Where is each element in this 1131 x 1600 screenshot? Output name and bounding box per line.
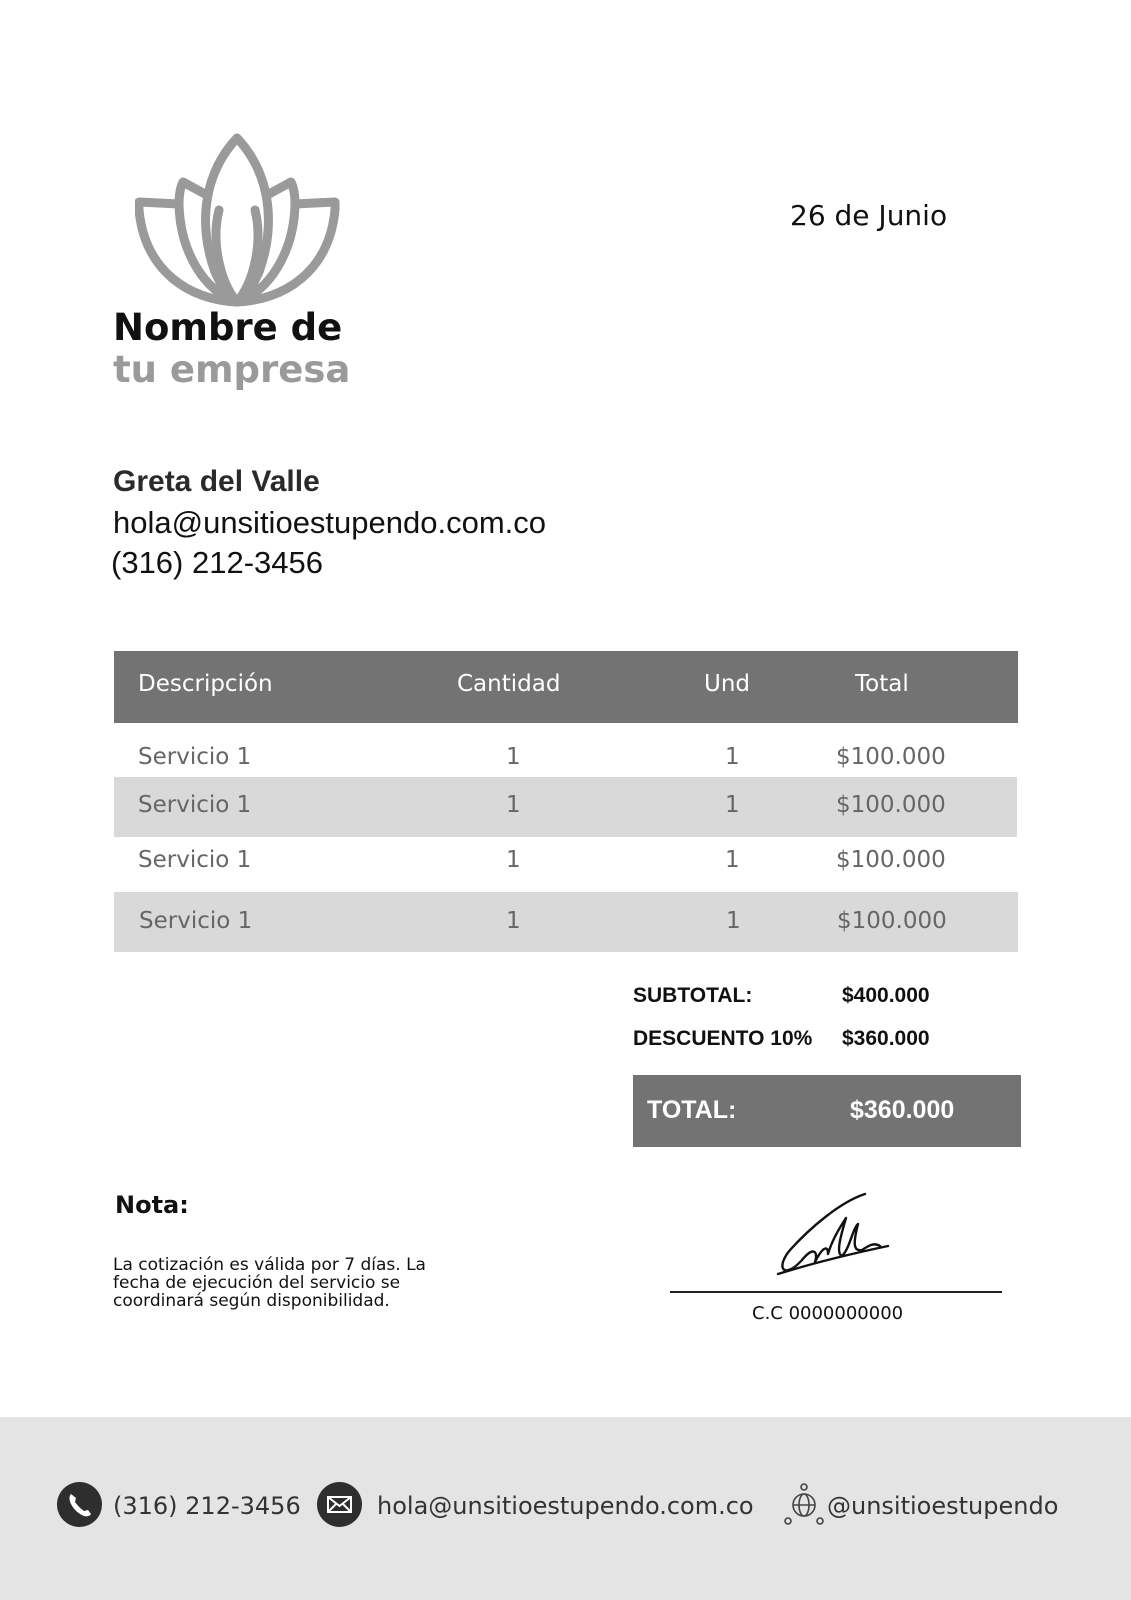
row-description: Servicio 1	[138, 792, 252, 818]
column-header-total: Total	[855, 671, 909, 697]
signature-id: C.C 0000000000	[752, 1303, 904, 1324]
client-email: hola@unsitioestupendo.com.co	[113, 505, 547, 540]
row-quantity: 1	[506, 744, 521, 770]
table-row	[114, 892, 1018, 952]
company-name-line1: Nombre de	[113, 306, 343, 349]
row-unit: 1	[725, 744, 740, 770]
client-name: Greta del Valle	[113, 465, 320, 498]
total-value: $360.000	[850, 1096, 955, 1124]
row-unit: 1	[726, 908, 741, 934]
column-header-description: Descripción	[138, 671, 273, 697]
lotus-logo-icon	[135, 132, 340, 307]
footer-phone: (316) 212-3456	[113, 1492, 301, 1520]
subtotal-value: $400.000	[842, 984, 930, 1007]
footer	[0, 1417, 1131, 1600]
quote-date: 26 de Junio	[790, 199, 948, 232]
table-row	[114, 777, 1017, 837]
row-total: $100.000	[836, 847, 946, 873]
note-title: Nota:	[115, 1191, 189, 1219]
row-total: $100.000	[836, 792, 946, 818]
discount-label: DESCUENTO 10%	[633, 1027, 813, 1050]
footer-social: @unsitioestupendo	[827, 1492, 1059, 1520]
company-name-line2: tu empresa	[113, 348, 351, 391]
row-total: $100.000	[836, 744, 946, 770]
row-unit: 1	[725, 847, 740, 873]
client-phone: (316) 212-3456	[111, 545, 323, 580]
total-label: TOTAL:	[647, 1096, 737, 1124]
row-unit: 1	[725, 792, 740, 818]
total-box	[633, 1075, 1021, 1147]
table-row	[114, 837, 1017, 893]
row-description: Servicio 1	[139, 908, 253, 934]
table-row	[114, 723, 1017, 777]
phone-icon	[57, 1482, 102, 1527]
row-description: Servicio 1	[138, 847, 252, 873]
note-text: La cotización es válida por 7 días. La fecha de ejecución del servicio se coordinará según disponibilidad.	[113, 1255, 426, 1311]
row-description: Servicio 1	[138, 744, 252, 770]
footer-email: hola@unsitioestupendo.com.co	[377, 1492, 754, 1520]
row-total: $100.000	[837, 908, 947, 934]
row-quantity: 1	[506, 908, 521, 934]
column-header-quantity: Cantidad	[457, 671, 561, 697]
email-icon	[317, 1482, 362, 1527]
row-quantity: 1	[506, 792, 521, 818]
column-header-unit: Und	[704, 671, 751, 697]
discount-value: $360.000	[842, 1027, 930, 1050]
row-quantity: 1	[506, 847, 521, 873]
table-header	[114, 651, 1018, 723]
signature-line	[670, 1291, 1002, 1293]
signature-graphic	[770, 1188, 890, 1280]
social-network-icon	[783, 1483, 825, 1527]
subtotal-label: SUBTOTAL:	[633, 984, 753, 1007]
